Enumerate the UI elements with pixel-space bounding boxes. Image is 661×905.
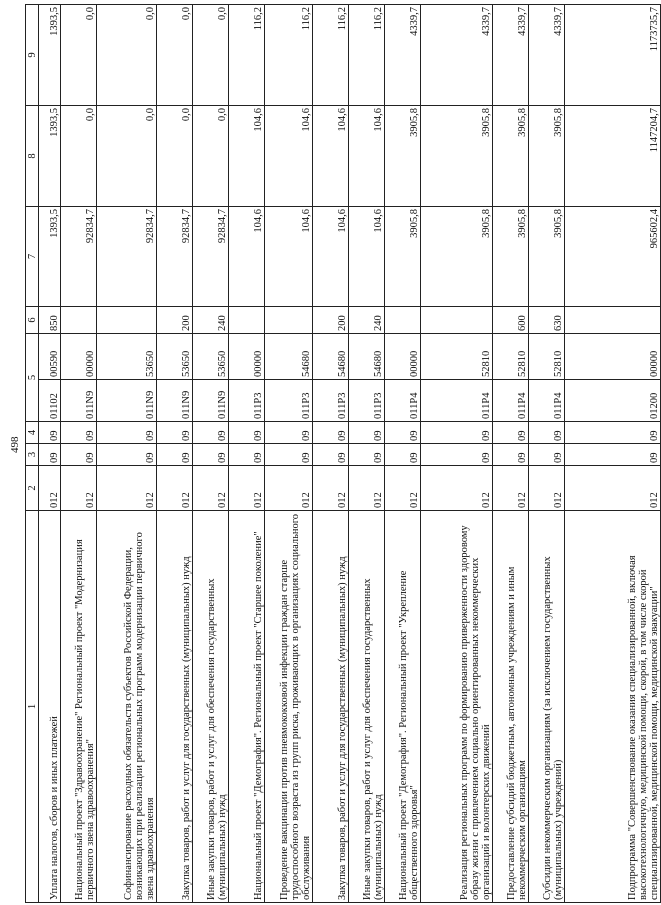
amount-col-8: 0,0 [193, 106, 229, 207]
expense-type-code [265, 307, 313, 334]
amount-col-7: 3905,8 [421, 207, 493, 307]
table-row [157, 5, 193, 903]
target-code-direction: 54680 [313, 334, 349, 380]
ministry-code: 012 [265, 466, 313, 511]
row-name: Софинансирование расходных обязательств субъектов Российской Федерации, возникающих при реализации региональных программ модернизации первичного звена здравоохранения [97, 511, 157, 903]
amount-col-8: 104,6 [349, 106, 385, 207]
amount-col-7: 92834,7 [61, 207, 97, 307]
subsection-code: 09 [61, 422, 97, 444]
target-code-direction: 00000 [565, 334, 661, 380]
section-code: 09 [229, 444, 265, 466]
header-cell: 7 [26, 207, 39, 307]
amount-col-7: 92834,7 [193, 207, 229, 307]
target-code-program: 01200 [565, 380, 661, 422]
amount-col-8: 1393,5 [39, 106, 61, 207]
row-name: Национальный проект "Демография". Региональный проект "Старшее поколение" [229, 511, 265, 903]
amount-col-8: 3905,8 [385, 106, 421, 207]
target-code-program: 011P4 [385, 380, 421, 422]
row-name: Национальный проект "Демография". Региональный проект "Укрепление общественного здоровья" [385, 511, 421, 903]
section-code: 09 [61, 444, 97, 466]
header-cell: 8 [26, 106, 39, 207]
target-code-program: 011N9 [157, 380, 193, 422]
row-name: Закупка товаров, работ и услуг для государственных (муниципальных) нужд [157, 511, 193, 903]
section-code: 09 [265, 444, 313, 466]
ministry-code: 012 [529, 466, 565, 511]
ministry-code: 012 [493, 466, 529, 511]
section-code: 09 [565, 444, 661, 466]
header-cell: 9 [26, 5, 39, 106]
rotated-page [8, 3, 660, 903]
section-code: 09 [97, 444, 157, 466]
target-code-program: 011P4 [421, 380, 493, 422]
table-row [529, 5, 565, 903]
row-name: Субсидии некоммерческим организациям (за исключением государственных (муниципальных) учреждений) [529, 511, 565, 903]
page-number: 498 [9, 436, 21, 453]
table-row [421, 5, 493, 903]
target-code-direction: 53650 [157, 334, 193, 380]
expense-type-code [385, 307, 421, 334]
amount-col-9: 0,0 [157, 5, 193, 106]
row-name: Проведение вакцинации против пневмококковой инфекции граждан старше трудоспособного возраста из групп риска, проживающих в организациях социального обслуживания [265, 511, 313, 903]
amount-col-8: 3905,8 [529, 106, 565, 207]
table-row [97, 5, 157, 903]
target-code-program: 011P3 [313, 380, 349, 422]
amount-col-7: 3905,8 [385, 207, 421, 307]
amount-col-8: 3905,8 [421, 106, 493, 207]
header-cell: 6 [26, 307, 39, 334]
target-code-program: 011P4 [529, 380, 565, 422]
amount-col-8: 0,0 [157, 106, 193, 207]
target-code-direction: 00000 [229, 334, 265, 380]
amount-col-9: 0,0 [193, 5, 229, 106]
row-name: Реализация региональных программ по формированию приверженности здоровому образу жизни с привлечением социально ориентированных некоммерческих организаций и волонтерских движений [421, 511, 493, 903]
target-code-direction: 53650 [97, 334, 157, 380]
amount-col-9: 4339,7 [493, 5, 529, 106]
table-row [39, 5, 61, 903]
ministry-code: 012 [193, 466, 229, 511]
table-row [229, 5, 265, 903]
amount-col-7: 104,6 [229, 207, 265, 307]
subsection-code: 09 [157, 422, 193, 444]
amount-col-9: 0,0 [61, 5, 97, 106]
target-code-direction: 52810 [421, 334, 493, 380]
subsection-code: 09 [313, 422, 349, 444]
section-code: 09 [313, 444, 349, 466]
row-name: Предоставление субсидий бюджетным, автономным учреждениям и иным некоммерческим организациям [493, 511, 529, 903]
subsection-code: 09 [265, 422, 313, 444]
expense-type-code: 630 [529, 307, 565, 334]
ministry-code: 012 [565, 466, 661, 511]
amount-col-9: 4339,7 [385, 5, 421, 106]
header-row [26, 5, 39, 903]
section-code: 09 [385, 444, 421, 466]
amount-col-7: 3905,8 [529, 207, 565, 307]
subsection-code: 09 [565, 422, 661, 444]
header-cell: 3 [26, 444, 39, 466]
ministry-code: 012 [313, 466, 349, 511]
target-code-program: 011N9 [97, 380, 157, 422]
section-code: 09 [529, 444, 565, 466]
header-cell: 2 [26, 466, 39, 511]
section-code: 09 [39, 444, 61, 466]
target-code-direction: 54680 [265, 334, 313, 380]
expense-type-code: 200 [157, 307, 193, 334]
target-code-direction: 53650 [193, 334, 229, 380]
table-row [193, 5, 229, 903]
target-code-direction: 54680 [349, 334, 385, 380]
amount-col-8: 0,0 [61, 106, 97, 207]
table-row [385, 5, 421, 903]
amount-col-9: 1393,5 [39, 5, 61, 106]
amount-col-8: 104,6 [265, 106, 313, 207]
amount-col-8: 1147204,7 [565, 106, 661, 207]
ministry-code: 012 [157, 466, 193, 511]
row-name: Национальный проект "Здравоохранение" Региональный проект "Модернизация первичного звена здравоохранения" [61, 511, 97, 903]
table-row [61, 5, 97, 903]
section-code: 09 [349, 444, 385, 466]
expense-type-code: 600 [493, 307, 529, 334]
section-code: 09 [493, 444, 529, 466]
expense-type-code: 240 [193, 307, 229, 334]
section-code: 09 [157, 444, 193, 466]
amount-col-8: 104,6 [313, 106, 349, 207]
expense-type-code [61, 307, 97, 334]
target-code-direction: 00000 [61, 334, 97, 380]
table-row [313, 5, 349, 903]
subsection-code: 09 [421, 422, 493, 444]
amount-col-9: 4339,7 [529, 5, 565, 106]
subsection-code: 09 [385, 422, 421, 444]
subsection-code: 09 [97, 422, 157, 444]
amount-col-7: 104,6 [313, 207, 349, 307]
ministry-code: 012 [421, 466, 493, 511]
expense-type-code: 850 [39, 307, 61, 334]
amount-col-8: 104,6 [229, 106, 265, 207]
amount-col-7: 1393,5 [39, 207, 61, 307]
amount-col-9: 0,0 [97, 5, 157, 106]
ministry-code: 012 [39, 466, 61, 511]
amount-col-7: 965602,4 [565, 207, 661, 307]
section-code: 09 [421, 444, 493, 466]
budget-table [25, 4, 661, 903]
table-row [565, 5, 661, 903]
target-code-program: 011N9 [61, 380, 97, 422]
header-cell: 4 [26, 422, 39, 444]
target-code-program: 011P4 [493, 380, 529, 422]
target-code-direction: 52810 [529, 334, 565, 380]
amount-col-9: 116,2 [229, 5, 265, 106]
table-row [349, 5, 385, 903]
expense-type-code [421, 307, 493, 334]
header-cell: 1 [26, 511, 39, 903]
subsection-code: 09 [229, 422, 265, 444]
header-cell: 5 [26, 334, 39, 422]
subsection-code: 09 [39, 422, 61, 444]
row-name: Уплата налогов, сборов и иных платежей [39, 511, 61, 903]
amount-col-9: 116,2 [349, 5, 385, 106]
amount-col-7: 3905,8 [493, 207, 529, 307]
expense-type-code: 240 [349, 307, 385, 334]
subsection-code: 09 [193, 422, 229, 444]
table-row [493, 5, 529, 903]
amount-col-8: 3905,8 [493, 106, 529, 207]
row-name: Подпрограмма "Совершенствование оказания специализированной, включая высокотехнологичную, медицинской помощи, скорой, в том числе скорой специализированной, медицинской помощи, медицинской эвакуации" [565, 511, 661, 903]
amount-col-9: 4339,7 [421, 5, 493, 106]
target-code-program: 011P3 [349, 380, 385, 422]
row-name: Закупка товаров, работ и услуг для государственных (муниципальных) нужд [313, 511, 349, 903]
ministry-code: 012 [385, 466, 421, 511]
amount-col-9: 116,2 [313, 5, 349, 106]
expense-type-code [97, 307, 157, 334]
subsection-code: 09 [493, 422, 529, 444]
expense-type-code: 200 [313, 307, 349, 334]
amount-col-9: 1173735,7 [565, 5, 661, 106]
table-row [265, 5, 313, 903]
amount-col-7: 92834,7 [97, 207, 157, 307]
expense-type-code [565, 307, 661, 334]
subsection-code: 09 [529, 422, 565, 444]
amount-col-7: 104,6 [265, 207, 313, 307]
section-code: 09 [193, 444, 229, 466]
amount-col-8: 0,0 [97, 106, 157, 207]
ministry-code: 012 [97, 466, 157, 511]
target-code-program: 011P3 [229, 380, 265, 422]
row-name: Иные закупки товаров, работ и услуг для обеспечения государственных (муниципальных) нужд [349, 511, 385, 903]
subsection-code: 09 [349, 422, 385, 444]
amount-col-7: 92834,7 [157, 207, 193, 307]
target-code-program: 01102 [39, 380, 61, 422]
row-name: Иные закупки товаров, работ и услуг для обеспечения государственных (муниципальных) нужд [193, 511, 229, 903]
target-code-direction: 00000 [385, 334, 421, 380]
target-code-direction: 00590 [39, 334, 61, 380]
ministry-code: 012 [349, 466, 385, 511]
target-code-direction: 52810 [493, 334, 529, 380]
expense-type-code [229, 307, 265, 334]
target-code-program: 011N9 [193, 380, 229, 422]
ministry-code: 012 [229, 466, 265, 511]
amount-col-7: 104,6 [349, 207, 385, 307]
ministry-code: 012 [61, 466, 97, 511]
amount-col-9: 116,2 [265, 5, 313, 106]
target-code-program: 011P3 [265, 380, 313, 422]
